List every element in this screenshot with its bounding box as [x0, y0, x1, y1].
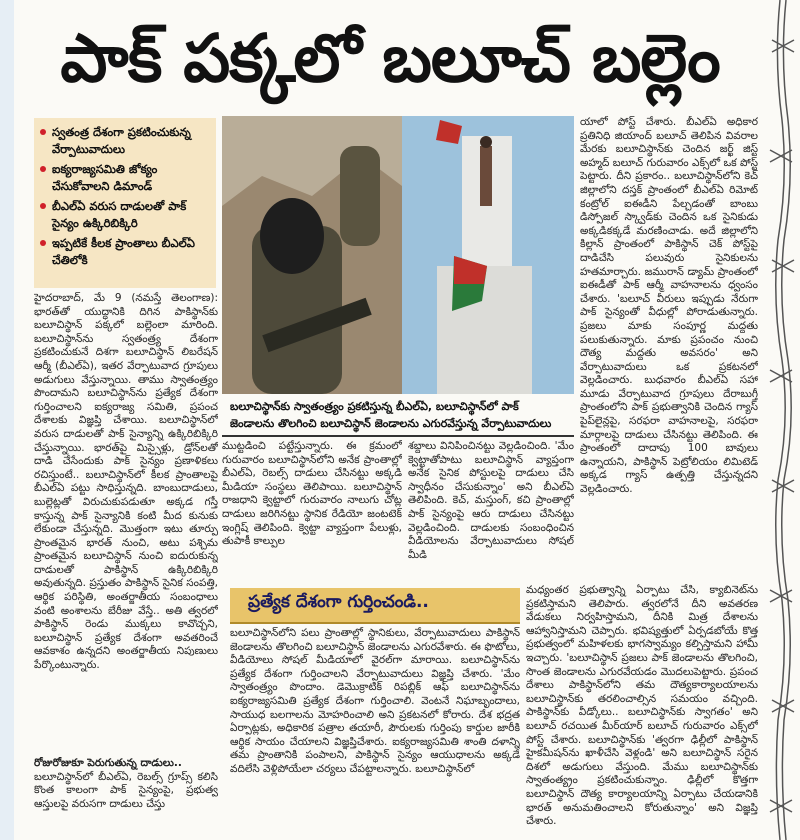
- highlight-item: బీఎల్ఏ వరుస దాడులతో పాక్ సైన్యం ఉక్కిరిబిక్కిరి: [40, 198, 210, 232]
- article-column-6: మధ్యంతర ప్రభుత్వాన్ని ఏర్పాటు చేసి, క్యాబినెట్‌ను ప్రకటిస్తామని తెలిపారు. త్వరలోనే దీని అవతరణ వేడుకలు నిర్వహిస్తామని, దీనికి మిత్ర దేశాలను ఆహ్వానిస్తామని చెప్పారు. భవిష్యత్తులో ఏర్పడబోయే కొత్త ప్రభుత్వంలో మహిళలకు భాగస్వామ్యం కల్పిస్తామని హామీ ఇచ్చారు. 'బలూచిస్థాన్ ప్రజలు పాక్ జెండాలను తొలగించి, సొంత జెండాలను ఎగురవేయడం మొదలుపెట్టారు. ప్రపంచ దేశాలు పాకిస్థాన్‌లోని తమ దౌత్యకార్యాలయాలను బలూచిస్థాన్‌కు తరలించాల్సిన సమయం వచ్చింది. పాకిస్థాన్‌కు వీడ్కోలు.. బలూచిస్థాన్‌కు స్వాగతం' అని బలూచ్ రచయిత మీర్‌యార్ బలూచ్ గురువారం ఎక్స్‌లో పోస్ట్ చేశారు. బలూచిస్థాన్‌కు 'త్వరగా ఢిల్లీలో పాకిస్థాన్ హైకమీషన్‌ను ఖాళీచేసి వెళ్లండి' అని బలూచిస్థాన్ సరైన దిశలో అడుగులు వేస్తుంది. మేము బలూచిస్థాన్‌కు స్వాతంత్య్రం ప్రకటించుకున్నాం. ఢిల్లీలో కొత్తగా బలూచిస్థాన్ దౌత్య కార్యాలయాన్ని ఏర్పాటు చేయడానికి భారత్ అనుమతించాలని కోరుతున్నాం' అని విజ్ఞప్తి చేశారు.: [526, 584, 758, 828]
- banner-divider: [230, 622, 520, 624]
- photo-caption: బలూచిస్థాన్‌కు స్వాతంత్ర్యం ప్రకటిస్తున్న బీఎల్ఏ, బలూచిస్థాన్‌లో పాక్ జెండాలను తొలగించి బలూచిస్థాన్ జెండాలను ఎగురవేస్తున్న వేర్పాటువాదులు: [222, 395, 574, 437]
- photo-illustration: [222, 116, 574, 394]
- news-photo: [222, 116, 574, 394]
- headline: పాక్ పక్కలో బలూచ్ బల్లెం: [60, 20, 720, 97]
- highlight-item: ఐక్యరాజ్యసమితి జోక్యం చేసుకోవాలని డిమాండ్: [40, 161, 210, 195]
- highlights-box: [34, 118, 216, 288]
- page-margin: [0, 0, 14, 840]
- article-column-5: బలూచిస్థాన్‌లోని పలు ప్రాంతాల్లో స్థానికులు, వేర్పాటువాదులు పాకిస్థాన్ జెండాలను తొలగించి బలూచిస్థాన్ జెండాలను ఎగురవేశారు. ఈ ఫొటోలు, వీడియోలు సోషల్ మీడియాలో వైరల్‌గా మారాయి. బలూచిస్థాన్‌ను ప్రత్యేక దేశంగా గుర్తించాలని వేర్పాటువాదులు విజ్ఞప్తి చేశారు. 'మేం స్వాతంత్ర్యం పొందాం. డెమొక్రాటిక్ రిపబ్లిక్ ఆఫ్ బలూచిస్థాన్‌ను ఐక్యరాజ్యసమితి ప్రత్యేక దేశంగా గుర్తించాలి. వెంటనే నిఘాబృందాలు, సాయుధ బలగాలను మోహరించాలి అని ప్రకటనలో కోరారు. దేశ భద్రత ఏర్పాట్లకు, అధికారిక పత్రాల తయారీ, పౌరులకు గుర్తింపు కార్డుల జారీకి ఆర్థిక సాయం చేయాలని విజ్ఞప్తిచేశారు. ఐక్యరాజ్యసమితి శాంతి దళాన్ని తమ ప్రాంతానికి పంపాలని, పాకిస్థాన్ సైన్యం ఆయుధాలను అక్కడే వదిలేసి వెళ్లిపోయేలా చర్యలు చేపట్టాలన్నారు. బలూచిస్థాన్‌లో: [230, 627, 520, 775]
- article-column-3: శబ్దాలు వినిపించినట్టు వెల్లడించింది. 'మేం క్వెట్టాతోపాటు బలూచిస్థాన్ వ్యాప్తంగా అనేక సైనిక పోస్టులపై దాడులు చేసి స్వాధీనం చేసుకున్నాం' అని బీఎల్ఏ తెలిపింది. కెచ్, మస్తుంగ్, కచి ప్రాంతాల్లో పాక్ సైన్యంపై ఆరు దాడులు చేసినట్టు వెల్లడించింది. దాడులకు సంబంధించిన వీడియోలను వేర్పాటువాదులు సోషల్ మీడి: [408, 440, 574, 561]
- article-column-1-sub: [34, 757, 218, 837]
- section-banner: ప్రత్యేక దేశంగా గుర్తించండి..: [230, 588, 520, 622]
- bullet-icon: [40, 203, 46, 209]
- highlight-item: స్వతంత్ర దేశంగా ప్రకటించుకున్న వేర్పాటువాదులు: [40, 124, 210, 158]
- bullet-icon: [40, 129, 46, 135]
- article-column-4: యాలో పోస్ట్ చేశారు. బీఎల్ఏ అధికార ప్రతినిధి జియాంద్ బలూచ్ తెలిపిన వివరాల మేరకు బలూచిస్థాన్‌కు చెందిన జర్ఖ్ జిస్ట్ అహ్మద్ బలూచ్ గురువారం ఎక్స్‌లో ఒక పోస్ట్ పెట్టారు. దీని ప్రకారం.. బలూచిస్థాన్‌లోని కెచ్ జిల్లాలోని దస్తక్ ప్రాంతంలో బీఎల్ఏ రిమోట్ కంట్రోల్ ఐఈడీని పేల్చడంతో బాంబు డిస్పోజల్ స్క్వాడ్‌కు చెందిన ఒక సైనికుడు అక్కడికక్కడే మరణించాడు. అదే జిల్లాలోని కిల్లాన్ ప్రాంతంలో పాకిస్థాన్ చెక్ పోస్ట్‌పై దాడిచేసి పలువురు సైనికులను హతమార్చారు. జమురాన్ డ్యామ్ ప్రాంతంలో ఐఈడీతో పాక్ ఆర్మీ వాహనాలను ధ్వంసం చేశారు. 'బలూచ్ వీరులు ఇప్పుడు నేరుగా పాక్ సైన్యంతో వీధుల్లో పోరాడుతున్నారు. ప్రజలు మాకు సంపూర్ణ మద్దతు పలుకుతున్నారు. మాకు ప్రపంచం నుంచి దౌత్య మద్దతు అవసరం' అని వేర్పాటువాదులు ఒక ప్రకటనలో వెల్లడించారు. బుధవారం బీఎల్ఏ సహా మూడు వేర్పాటువాద గ్రూపులు దేరాబుగ్తీ ప్రాంతంలోని పాక్ ప్రభుత్వానికి చెందిన గ్యాస్ పైప్‌లైన్లపై, సరఫరా వాహనాలపై, సరఫరా మార్గాలపై దాడులు చేసినట్టు తెలిపింది. ఈ ప్రాంతంలో దాదాపు 100 బావులు ఉన్నాయని, పాకిస్థాన్ పెట్రోలియం లిమిటెడ్ అక్కడ గ్యాస్ ఉత్పత్తి చేస్తున్నదని వెల్లడించారు.: [580, 116, 758, 496]
- article-column-2: ముట్టడించి పట్టేస్తున్నారు. ఈ క్రమంలో గురువారం బలూచిస్థాన్‌లోని అనేక ప్రాంతాల్లో బీఎల్ఏ, రెబల్స్ దాడులు చేసినట్టు అక్కడి మీడియా సంస్థలు తెలిపాయి. బలూచిస్థాన్ రాజధాని క్వెట్టాలో గురువారం నాలుగు చోట్ల దాడులు జరిగినట్టు స్థానిక రేడియో జంటటెక్ ఇంగ్లిష్ తెలిపింది. క్వెట్టా వ్యాప్తంగా పేలుళ్లు, తుపాకీ కాల్పుల: [222, 440, 402, 548]
- highlight-item: ఇప్పటికే కీలక ప్రాంతాలు బీఎల్ఏ చేతిలోకి: [40, 235, 210, 269]
- bullet-icon: [40, 240, 46, 246]
- article-column-1: హైదరాబాద్, మే 9 (నమస్తే తెలంగాణ): భారత్‌తో యుద్ధానికి దిగిన పాకిస్థాన్‌కు బలూచిస్థాన్ పక్కలో బల్లెంలా మారింది. బలూచిస్థాన్‌ను స్వతంత్ర్య దేశంగా ప్రకటించుకునే దిశగా బలూచిస్థాన్ లిబరేషన్ ఆర్మీ (బీఎల్ఏ), ఇతర వేర్పాటువాద గ్రూపులు అడుగులు వేస్తున్నాయి. తాము స్వాతంత్ర్యం పొందామని బలూచిస్థాన్‌ను ప్రత్యేక దేశంగా గుర్తించాలని ఐక్యరాజ్య సమితి, ప్రపంచ దేశాలకు విజ్ఞప్తి చేశాయి. బలూచిస్థాన్‌లో వరుస దాడులతో పాక్ సైన్యాన్ని ఉక్కిరిబిక్కిరి చేస్తున్నాయి. భారత్‌పై మిస్సైళ్లు, డ్రోన్‌లతో దాడి చేసేందుకు పాక్ సైన్యం ప్రణాళికలు రచిస్తుంటే.. బలూచిస్థాన్‌లో కీలక ప్రాంతాలపై బీఎల్ఏ పట్టు సాధిస్తున్నది. బాంబుదాడులు, బుల్లెట్లతో విరుచుకుపడుతూ అక్కడ గస్తీ కాస్తున్న పాక్ సైన్యానికి కంటి మీద కునుకు లేకుండా చేస్తున్నది. మొత్తంగా ఇటు తూర్పు ప్రాంతమైన భారత్ నుంచి, అటు పశ్చిమ ప్రాంతమైన బలూచిస్థాన్ నుంచి ఐదురుకున్న దాడులతో పాకిస్థాన్ ఉక్కిరిబిక్కిరి అవుతున్నది. ప్రస్తుతం పాకిస్థాన్ సైనిక సంపత్తి, ఆర్థిక పరిస్థితి, అంతర్జాతీయ సంబంధాలు వంటి అంశాలను బేరీజు వేస్తే.. అతి త్వరలో పాకిస్థాన్ రెండు ముక్కలు కావొచ్చని, బలూచిస్థాన్ ప్రత్యేక దేశంగా అవతరించే ఆవకాశం ఉన్నదని అంతర్జాతీయ నిపుణులు పేర్కొంటున్నారు.: [34, 292, 218, 672]
- barbed-wire-decoration: [760, 0, 800, 840]
- subheading-text: బలూచిస్థాన్‌లో బీఎల్ఏ, రెబల్స్ గ్రూప్స్ కలిసి కొంత కాలంగా పాక్ సైన్యంపై, ప్రభుత్వ ఆస్తులపై వరుసగా దాడులు చేస్తు: [34, 770, 218, 810]
- subheading: రోజురోజుకూ పెరుగుతున్న దాడులు..: [34, 757, 182, 769]
- bullet-icon: [40, 166, 46, 172]
